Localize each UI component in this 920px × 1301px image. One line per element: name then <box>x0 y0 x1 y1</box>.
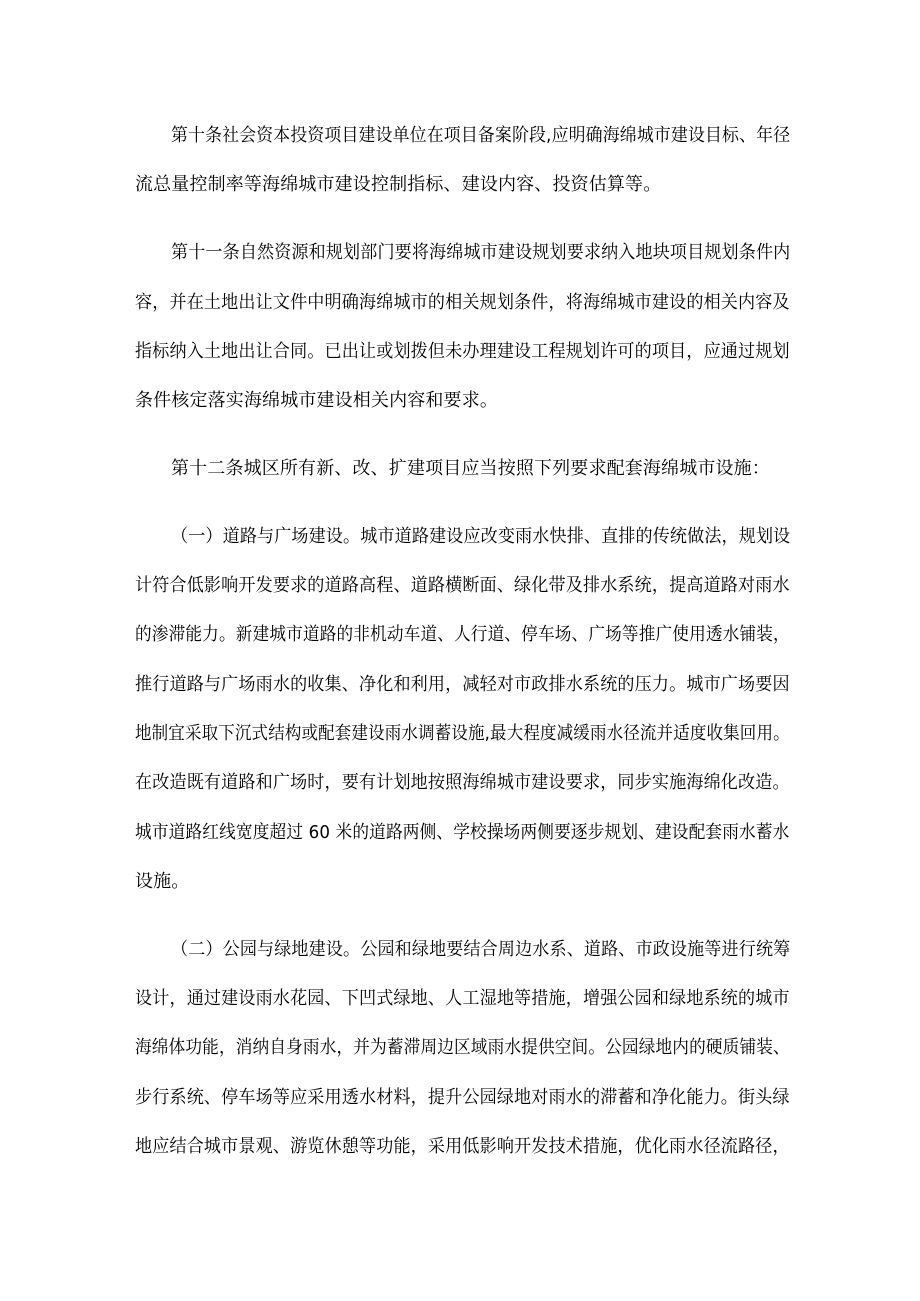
article-11-line-2: 容，并在土地出让文件中明确海绵城市的相关规划条件，将海绵城市建设的相关内容及 <box>135 292 790 313</box>
article-11-line-1: 第十一条自然资源和规划部门要将海绵城市建设规划要求纳入地块项目规划条件内 <box>171 242 791 263</box>
item-1-line-8: 设施。 <box>135 871 190 892</box>
item-2-line-5: 地应结合城市景观、游览休憩等功能，采用低影响开发技术措施，优化雨水径流路径， <box>135 1136 790 1157</box>
item-2-line-4: 步行系统、停车场等应采用透水材料，提升公园绿地对雨水的滞蓄和净化能力。街头绿 <box>135 1087 790 1108</box>
item-1-line-5: 地制宜采取下沉式结构或配套建设雨水调蓄设施,最大程度减缓雨水径流并适度收集回用。 <box>135 723 790 744</box>
item-1-line-7: 城市道路红线宽度超过 60 米的道路两侧、学校操场两侧要逐步规划、建设配套雨水蓄水 <box>135 822 790 843</box>
item-1-line-4: 推行道路与广场雨水的收集、净化和利用，减轻对市政排水系统的压力。城市广场要因 <box>135 674 790 695</box>
item-1-line-3: 的渗滞能力。新建城市道路的非机动车道、人行道、停车场、广场等推广使用透水铺装， <box>135 624 790 645</box>
item-1-line-6: 在改造既有道路和广场时，要有计划地按照海绵城市建设要求，同步实施海绵化改造。 <box>135 772 790 793</box>
article-12-line-1: 第十二条城区所有新、改、扩建项目应当按照下列要求配套海绵城市设施： <box>171 458 770 479</box>
article-11-line-4: 条件核定落实海绵城市建设相关内容和要求。 <box>135 390 498 411</box>
article-10-line-2: 流总量控制率等海绵城市建设控制指标、建设内容、投资估算等。 <box>135 174 662 195</box>
article-11-line-3: 指标纳入土地出让合同。已出让或划拨但未办理建设工程规划许可的项目，应通过规划 <box>135 341 790 362</box>
item-2-line-1: （二）公园与绿地建设。公园和绿地要结合周边水系、道路、市政设施等进行统筹 <box>171 939 791 960</box>
item-2-line-2: 设计，通过建设雨水花园、下凹式绿地、人工湿地等措施，增强公园和绿地系统的城市 <box>135 988 790 1009</box>
article-10-line-1: 第十条社会资本投资项目建设单位在项目备案阶段,应明确海绵城市建设目标、年径 <box>171 125 791 146</box>
item-2-line-3: 海绵体功能，消纳自身雨水，并为蓄滞周边区域雨水提供空间。公园绿地内的硬质铺装、 <box>135 1037 790 1058</box>
item-1-line-2: 计符合低影响开发要求的道路高程、道路横断面、绿化带及排水系统，提高道路对雨水 <box>135 575 790 596</box>
item-1-line-1: （一）道路与广场建设。城市道路建设应改变雨水快排、直排的传统做法，规划设 <box>171 526 791 547</box>
